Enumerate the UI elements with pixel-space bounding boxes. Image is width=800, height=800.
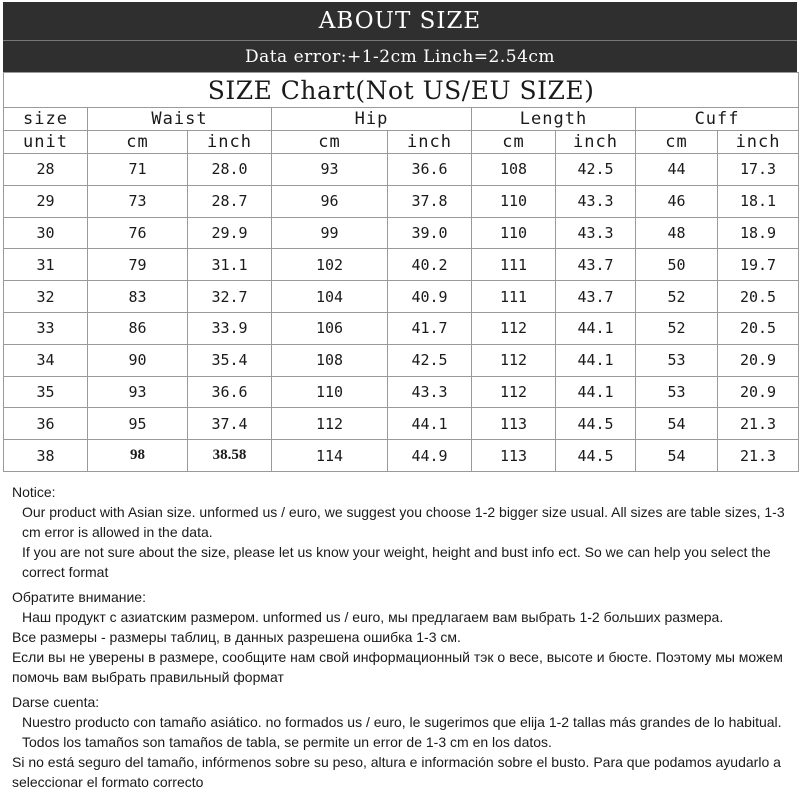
measurement-cell: 39.0 xyxy=(388,217,472,249)
measurement-cell: 52 xyxy=(636,281,718,313)
measurement-cell: 32.7 xyxy=(188,281,272,313)
header-length: Length xyxy=(472,108,636,131)
measurement-cell: 37.8 xyxy=(388,185,472,217)
measurement-cell: 28.0 xyxy=(188,154,272,186)
measurement-note: Data error:+1-2cm Linch=2.54cm xyxy=(244,47,556,67)
size-cell: 29 xyxy=(4,185,88,217)
notice-text: Our product with Asian size. unformed us / euro, we suggest you choose 1-2 bigger size usual. All sizes are table sizes, 1-3 cm error is allowed in the data. xyxy=(22,504,785,540)
size-cell: 32 xyxy=(4,281,88,313)
measurement-cell: 76 xyxy=(88,217,188,249)
unit-header-cell: cm xyxy=(472,131,556,154)
measurement-cell: 38.58 xyxy=(188,440,272,472)
measurement-cell: 113 xyxy=(472,408,556,440)
measurement-cell: 43.3 xyxy=(556,185,636,217)
measurement-cell: 44 xyxy=(636,154,718,186)
measurement-cell: 43.7 xyxy=(556,281,636,313)
measurement-cell: 98 xyxy=(88,440,188,472)
measurement-cell: 46 xyxy=(636,185,718,217)
measurement-cell: 110 xyxy=(272,376,388,408)
measurement-cell: 52 xyxy=(636,312,718,344)
table-row xyxy=(4,440,799,472)
unit-header-row xyxy=(4,131,799,154)
notice-text: If you are not sure about the size, please let us know your weight, height and bust info ect. So we can help you select the correct format xyxy=(22,544,771,580)
measurement-cell: 110 xyxy=(472,217,556,249)
measurement-cell: 44.5 xyxy=(556,408,636,440)
measurement-cell: 104 xyxy=(272,281,388,313)
unit-header-cell: inch xyxy=(388,131,472,154)
measurement-cell: 20.5 xyxy=(718,281,799,313)
measurement-cell: 112 xyxy=(472,376,556,408)
measurement-cell: 54 xyxy=(636,408,718,440)
measurement-cell: 44.5 xyxy=(556,440,636,472)
header-waist: Waist xyxy=(88,108,272,131)
table-row xyxy=(4,217,799,249)
measurement-cell: 112 xyxy=(472,344,556,376)
notice-english xyxy=(12,482,796,582)
notice-text: Nuestro producto con tamaño asiático. no formados us / euro, le sugerimos que elija 1-2 tallas más grandes de lo habitual. Todos los tamaños son tamaños de tabla, se permite un error de 1-3 cm en los datos. xyxy=(22,714,782,750)
notice-text: Если вы не уверены в размере, сообщите нам свой информационный тэк о весе, высоте и бюсте. Поэтому мы можем помочь вам выбрать правильный формат xyxy=(12,649,783,685)
measurement-cell: 33.9 xyxy=(188,312,272,344)
measurement-cell: 110 xyxy=(472,185,556,217)
measurement-cell: 21.3 xyxy=(718,408,799,440)
table-row xyxy=(4,185,799,217)
unit-header-cell: cm xyxy=(272,131,388,154)
measurement-cell: 18.9 xyxy=(718,217,799,249)
measurement-cell: 90 xyxy=(88,344,188,376)
unit-header-cell: cm xyxy=(636,131,718,154)
notice-heading-es: Darse cuenta: xyxy=(12,694,100,710)
measurement-cell: 44.1 xyxy=(556,376,636,408)
size-cell: 34 xyxy=(4,344,88,376)
measurement-cell: 43.3 xyxy=(556,217,636,249)
header-hip: Hip xyxy=(272,108,472,131)
measurement-cell: 112 xyxy=(272,408,388,440)
measurement-cell: 29.9 xyxy=(188,217,272,249)
measurement-cell: 43.7 xyxy=(556,249,636,281)
measurement-cell: 43.3 xyxy=(388,376,472,408)
measurement-cell: 114 xyxy=(272,440,388,472)
chart-title: SIZE Chart(Not US/EU SIZE) xyxy=(4,73,799,108)
measurement-cell: 31.1 xyxy=(188,249,272,281)
measurement-cell: 86 xyxy=(88,312,188,344)
size-cell: 36 xyxy=(4,408,88,440)
title-banner xyxy=(3,2,797,40)
unit-header-cell: inch xyxy=(188,131,272,154)
page-title: ABOUT SIZE xyxy=(318,8,482,34)
unit-header-cell: unit xyxy=(4,131,88,154)
size-cell: 30 xyxy=(4,217,88,249)
measurement-cell: 93 xyxy=(88,376,188,408)
measurement-cell: 20.9 xyxy=(718,376,799,408)
measurement-cell: 53 xyxy=(636,344,718,376)
measurement-cell: 28.7 xyxy=(188,185,272,217)
measurement-cell: 93 xyxy=(272,154,388,186)
unit-header-cell: inch xyxy=(556,131,636,154)
measurement-cell: 99 xyxy=(272,217,388,249)
measurement-cell: 36.6 xyxy=(388,154,472,186)
table-row xyxy=(4,376,799,408)
measurement-cell: 96 xyxy=(272,185,388,217)
measurement-cell: 21.3 xyxy=(718,440,799,472)
size-cell: 35 xyxy=(4,376,88,408)
measurement-cell: 106 xyxy=(272,312,388,344)
measurement-cell: 108 xyxy=(272,344,388,376)
measurement-cell: 19.7 xyxy=(718,249,799,281)
table-row xyxy=(4,154,799,186)
size-cell: 33 xyxy=(4,312,88,344)
size-cell: 38 xyxy=(4,440,88,472)
measurement-cell: 36.6 xyxy=(188,376,272,408)
size-cell: 28 xyxy=(4,154,88,186)
header-cuff: Cuff xyxy=(636,108,799,131)
measurement-cell: 113 xyxy=(472,440,556,472)
measurement-cell: 71 xyxy=(88,154,188,186)
measurement-cell: 17.3 xyxy=(718,154,799,186)
measurement-cell: 54 xyxy=(636,440,718,472)
notice-text: Все размеры - размеры таблиц, в данных разрешена ошибка 1-3 см. xyxy=(12,629,461,645)
measurement-cell: 20.5 xyxy=(718,312,799,344)
measurement-cell: 50 xyxy=(636,249,718,281)
table-row xyxy=(4,312,799,344)
table-row xyxy=(4,249,799,281)
measurement-cell: 73 xyxy=(88,185,188,217)
column-group-header-row xyxy=(4,108,799,131)
measurement-cell: 44.1 xyxy=(556,312,636,344)
notice-russian xyxy=(12,587,796,687)
table-row xyxy=(4,408,799,440)
measurement-cell: 112 xyxy=(472,312,556,344)
measurement-cell: 44.1 xyxy=(388,408,472,440)
size-chart-table xyxy=(3,72,799,472)
measurement-cell: 108 xyxy=(472,154,556,186)
measurement-cell: 83 xyxy=(88,281,188,313)
notes-section xyxy=(12,482,796,797)
unit-header-cell: inch xyxy=(718,131,799,154)
measurement-cell: 40.2 xyxy=(388,249,472,281)
size-cell: 31 xyxy=(4,249,88,281)
notice-spanish xyxy=(12,692,796,792)
measurement-cell: 35.4 xyxy=(188,344,272,376)
notice-text: Si no está seguro del tamaño, infórmenos sobre su peso, altura e información sobre el busto. Para que podamos ayudarlo a seleccionar el formato correcto xyxy=(12,754,781,790)
measurement-cell: 48 xyxy=(636,217,718,249)
measurement-cell: 111 xyxy=(472,281,556,313)
measurement-cell: 95 xyxy=(88,408,188,440)
measurement-cell: 18.1 xyxy=(718,185,799,217)
table-row xyxy=(4,281,799,313)
measurement-cell: 37.4 xyxy=(188,408,272,440)
header-size: size xyxy=(4,108,88,131)
measurement-cell: 41.7 xyxy=(388,312,472,344)
unit-header-cell: cm xyxy=(88,131,188,154)
measurement-cell: 42.5 xyxy=(556,154,636,186)
measurement-cell: 42.5 xyxy=(388,344,472,376)
notice-text: Наш продукт с азиатским размером. unformed us / euro, мы предлагаем вам выбрать 1-2 больших размера. xyxy=(22,609,724,625)
notice-heading-en: Notice: xyxy=(12,484,56,500)
measurement-note-banner xyxy=(3,40,797,73)
measurement-cell: 79 xyxy=(88,249,188,281)
measurement-cell: 44.9 xyxy=(388,440,472,472)
table-row xyxy=(4,344,799,376)
chart-title-row xyxy=(4,73,799,108)
measurement-cell: 44.1 xyxy=(556,344,636,376)
notice-heading-ru: Обратите внимание: xyxy=(12,589,146,605)
measurement-cell: 53 xyxy=(636,376,718,408)
measurement-cell: 111 xyxy=(472,249,556,281)
measurement-cell: 40.9 xyxy=(388,281,472,313)
measurement-cell: 20.9 xyxy=(718,344,799,376)
measurement-cell: 102 xyxy=(272,249,388,281)
